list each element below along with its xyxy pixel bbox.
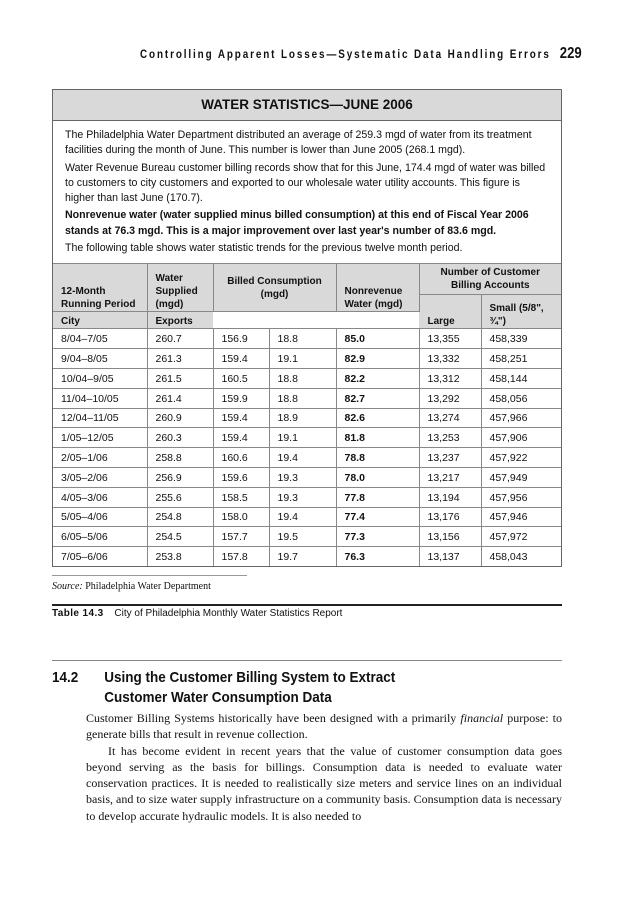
- box-title: WATER STATISTICS—JUNE 2006: [53, 90, 561, 121]
- cell-period: 7/05–6/06: [53, 547, 147, 566]
- intro-paragraph-bold: Nonrevenue water (water supplied minus billed consumption) at this end of Fiscal Year 2006 stands at 76.3 mgd. This is a major improvement over last year's number of 83.6 mgd.: [65, 209, 529, 237]
- cell-supplied: 260.9: [147, 408, 213, 428]
- cell-small: 457,956: [481, 487, 561, 507]
- cell-large: 13,274: [419, 408, 481, 428]
- cell-exports: 19.3: [269, 467, 336, 487]
- cell-large: 13,217: [419, 467, 481, 487]
- cell-exports: 19.4: [269, 448, 336, 468]
- table-row: [53, 388, 561, 408]
- cell-nonrevenue: 77.8: [336, 487, 419, 507]
- cell-small: 457,972: [481, 527, 561, 547]
- table-row: [53, 329, 561, 349]
- cell-exports: 19.5: [269, 527, 336, 547]
- cell-large: 13,194: [419, 487, 481, 507]
- cell-supplied: 253.8: [147, 547, 213, 566]
- cell-large: 13,312: [419, 368, 481, 388]
- body-emphasis: financial: [460, 711, 504, 725]
- cell-period: 1/05–12/05: [53, 428, 147, 448]
- body-text-run: Customer Billing Systems historically have been designed with a primarily: [86, 711, 461, 725]
- statistics-table: [53, 263, 561, 566]
- cell-period: 12/04–11/05: [53, 408, 147, 428]
- cell-small: 458,339: [481, 329, 561, 349]
- cell-period: 3/05–2/06: [53, 467, 147, 487]
- cell-nonrevenue: 76.3: [336, 547, 419, 566]
- cell-period: 2/05–1/06: [53, 448, 147, 468]
- cell-supplied: 260.7: [147, 329, 213, 349]
- cell-period: 4/05–3/06: [53, 487, 147, 507]
- caption-label: Table 14.3: [52, 608, 104, 619]
- running-head: [52, 44, 582, 66]
- section-number: 14.2: [52, 669, 79, 686]
- cell-nonrevenue: 82.6: [336, 408, 419, 428]
- cell-period: 6/05–5/06: [53, 527, 147, 547]
- table-row: [53, 448, 561, 468]
- cell-exports: 19.1: [269, 349, 336, 369]
- cell-exports: 19.1: [269, 428, 336, 448]
- section-title-line2: Customer Water Consumption Data: [104, 689, 332, 706]
- cell-small: 457,922: [481, 448, 561, 468]
- cell-large: 13,355: [419, 329, 481, 349]
- caption-text: City of Philadelphia Monthly Water Statistics Report: [114, 608, 343, 619]
- cell-exports: 19.4: [269, 507, 336, 527]
- cell-large: 13,137: [419, 547, 481, 566]
- cell-large: 13,176: [419, 507, 481, 527]
- cell-exports: 18.8: [269, 368, 336, 388]
- cell-period: 10/04–9/05: [53, 368, 147, 388]
- cell-exports: 19.3: [269, 487, 336, 507]
- cell-nonrevenue: 82.9: [336, 349, 419, 369]
- cell-period: 9/04–8/05: [53, 349, 147, 369]
- cell-city: 159.4: [213, 408, 269, 428]
- intro-paragraph: The Philadelphia Water Department distributed an average of 259.3 mgd of water from its treatment facilities during the month of June. This number is lower than June 2005 (268.1 mgd).: [65, 129, 532, 157]
- table-row: [53, 507, 561, 527]
- cell-supplied: 260.3: [147, 428, 213, 448]
- header-city: City: [53, 312, 147, 329]
- cell-period: 5/05–4/06: [53, 507, 147, 527]
- page-number: 229: [560, 45, 582, 62]
- header-small: Small (5/8", ¾"): [481, 295, 561, 329]
- intro-text: [53, 121, 561, 263]
- cell-nonrevenue: 78.8: [336, 448, 419, 468]
- table-row: [53, 408, 561, 428]
- cell-period: 8/04–7/05: [53, 329, 147, 349]
- source-label: Source:: [52, 581, 83, 592]
- cell-exports: 18.8: [269, 329, 336, 349]
- cell-supplied: 254.5: [147, 527, 213, 547]
- cell-small: 458,251: [481, 349, 561, 369]
- intro-paragraph: The following table shows water statistic trends for the previous twelve month period.: [65, 242, 463, 255]
- body-paragraph: [86, 710, 562, 743]
- cell-city: 158.5: [213, 487, 269, 507]
- header-supplied: Water Supplied (mgd): [147, 264, 213, 312]
- cell-city: 160.5: [213, 368, 269, 388]
- cell-supplied: 261.4: [147, 388, 213, 408]
- cell-nonrevenue: 81.8: [336, 428, 419, 448]
- cell-small: 458,043: [481, 547, 561, 566]
- cell-nonrevenue: 82.7: [336, 388, 419, 408]
- cell-city: 158.0: [213, 507, 269, 527]
- cell-small: 458,144: [481, 368, 561, 388]
- cell-city: 156.9: [213, 329, 269, 349]
- cell-supplied: 256.9: [147, 467, 213, 487]
- intro-paragraph: Water Revenue Bureau customer billing records show that for this June, 174.4 mgd of water was billed to customers to city customers and exported to our wholesale water utility accounts. This figure is higher than last June (170.7).: [65, 161, 546, 205]
- cell-nonrevenue: 85.0: [336, 329, 419, 349]
- cell-large: 13,292: [419, 388, 481, 408]
- cell-large: 13,253: [419, 428, 481, 448]
- cell-supplied: 261.5: [147, 368, 213, 388]
- water-statistics-box: [52, 89, 562, 567]
- section-divider: [52, 660, 562, 661]
- cell-small: 457,906: [481, 428, 561, 448]
- cell-supplied: 255.6: [147, 487, 213, 507]
- header-billed-consumption: Billed Consumption (mgd): [213, 264, 336, 312]
- cell-small: 457,949: [481, 467, 561, 487]
- table-row: [53, 527, 561, 547]
- cell-supplied: 258.8: [147, 448, 213, 468]
- cell-supplied: 254.8: [147, 507, 213, 527]
- source-text: Philadelphia Water Department: [85, 581, 211, 592]
- table-row: [53, 349, 561, 369]
- cell-city: 159.4: [213, 428, 269, 448]
- cell-nonrevenue: 82.2: [336, 368, 419, 388]
- body-text-run: purpose: to generate bills that result in revenue collection.: [86, 711, 562, 742]
- cell-nonrevenue: 77.4: [336, 507, 419, 527]
- cell-city: 159.9: [213, 388, 269, 408]
- cell-exports: 18.8: [269, 388, 336, 408]
- section-title-line1: Using the Customer Billing System to Extract: [104, 669, 396, 686]
- table-row: [53, 428, 561, 448]
- table-caption: [52, 604, 562, 619]
- cell-large: 13,332: [419, 349, 481, 369]
- section-heading: [52, 668, 395, 708]
- header-large: Large: [419, 295, 481, 329]
- cell-city: 159.6: [213, 467, 269, 487]
- cell-period: 11/04–10/05: [53, 388, 147, 408]
- table-row: [53, 487, 561, 507]
- cell-city: 157.8: [213, 547, 269, 566]
- cell-small: 458,056: [481, 388, 561, 408]
- table-row: [53, 547, 561, 566]
- cell-small: 457,946: [481, 507, 561, 527]
- body-paragraph: It has become evident in recent years that the value of customer consumption data goes beyond serving as the basis for billings. Consumption data is needed to evaluate water conservation practices. It is needed to realistically size meters and service lines on an individual basis, and to size water supply infrastructure on a community basis. Consumption data is necessary to develop accurate hydraulic models. It is also needed to: [86, 743, 562, 823]
- cell-city: 157.7: [213, 527, 269, 547]
- cell-small: 457,966: [481, 408, 561, 428]
- cell-city: 159.4: [213, 349, 269, 369]
- cell-supplied: 261.3: [147, 349, 213, 369]
- cell-large: 13,156: [419, 527, 481, 547]
- cell-large: 13,237: [419, 448, 481, 468]
- cell-exports: 18.9: [269, 408, 336, 428]
- table-row: [53, 368, 561, 388]
- table-row: [53, 467, 561, 487]
- body-text: [86, 710, 562, 824]
- table-source: [52, 575, 247, 592]
- header-nonrevenue: Nonrevenue Water (mgd): [336, 264, 419, 312]
- header-period: 12-Month Running Period: [53, 264, 147, 312]
- header-billing-accounts: Number of Customer Billing Accounts: [419, 264, 561, 295]
- cell-city: 160.6: [213, 448, 269, 468]
- cell-exports: 19.7: [269, 547, 336, 566]
- header-exports: Exports: [147, 312, 213, 329]
- cell-nonrevenue: 77.3: [336, 527, 419, 547]
- cell-nonrevenue: 78.0: [336, 467, 419, 487]
- running-title: Controlling Apparent Losses—Systematic Data Handling Errors: [140, 49, 551, 61]
